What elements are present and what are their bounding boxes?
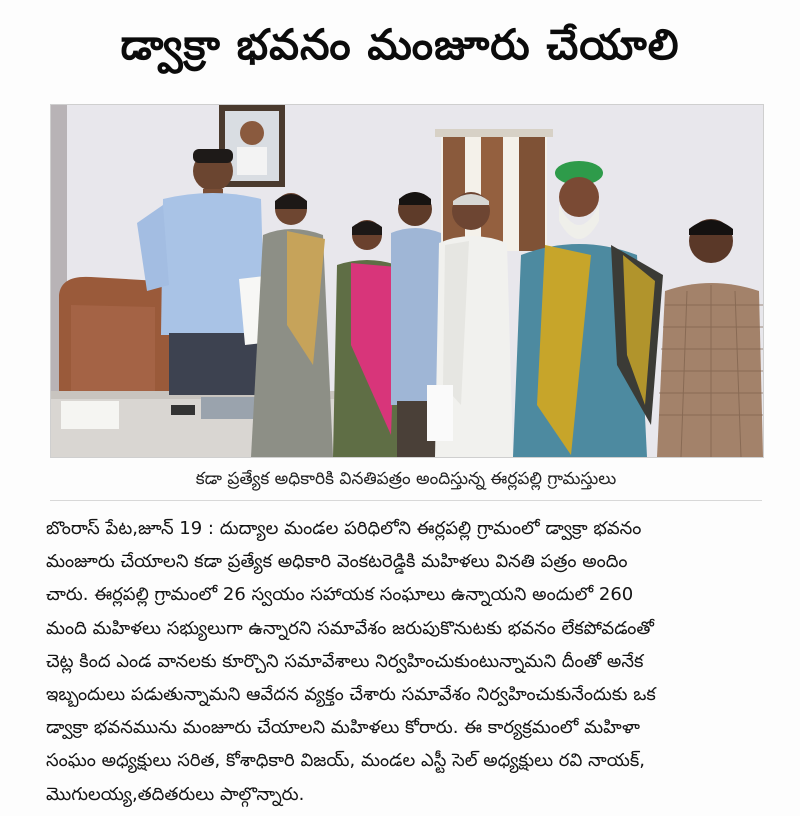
- article-line: మంజూరు చేయాలని కడా ప్రత్యేక అధికారి వెంకటరెడ్డికి మహిళలు వినతి పత్రం అందిం: [46, 551, 628, 573]
- article-line: ఇబ్బందులు పడుతున్నామని ఆవేదన వ్యక్తం చేశారు సమావేశం నిర్వహించుకునేందుకు ఒక: [46, 683, 656, 705]
- article-line: డ్వాక్రా భవనమును మంజూరు చేయాలని మహిళలు కోరారు. ఈ కార్యక్రమంలో మహిళా: [46, 717, 640, 739]
- news-photo: [50, 104, 764, 458]
- photo-illustration: [51, 105, 763, 457]
- article-line: చెట్ల కింద ఎండ వానలకు కూర్చొని సమావేశాలు నిర్వహించుకుంటున్నామని దీంతో అనేక: [46, 650, 644, 672]
- article-line: బొంరాస్ పేట,జూన్ 19 : దుద్యాల మండల పరిధిలోని ఈర్లపల్లి గ్రామంలో డ్వాక్రా భవనం: [46, 518, 642, 539]
- article-line: మొగులయ్య,తదితరులు పాల్గొన్నారు.: [46, 783, 305, 805]
- article-body: [46, 512, 766, 811]
- article-line: చారు. ఈర్లపల్లి గ్రామంలో 26 స్వయం సహాయక సంఘాలు ఉన్నాయని అందులో 260: [46, 584, 634, 606]
- article-headline: డ్వాక్రా భవనం మంజూరు చేయాలి: [120, 20, 680, 69]
- article-line: సంఘం అధ్యక్షులు సరిత, కోశాధికారి విజయ్, మండల ఎస్టీ సెల్ అధ్యక్షులు రవి నాయక్,: [46, 750, 645, 772]
- article-line: మంది మహిళలు సభ్యులుగా ఉన్నారని సమావేశం జరుపుకొనుటకు భవనం లేకపోవడంతో: [46, 617, 654, 639]
- photo-caption: కడా ప్రత్యేక అధికారికి వినతిపత్రం అందిస్తున్న ఈర్లపల్లి గ్రామస్తులు: [50, 462, 762, 501]
